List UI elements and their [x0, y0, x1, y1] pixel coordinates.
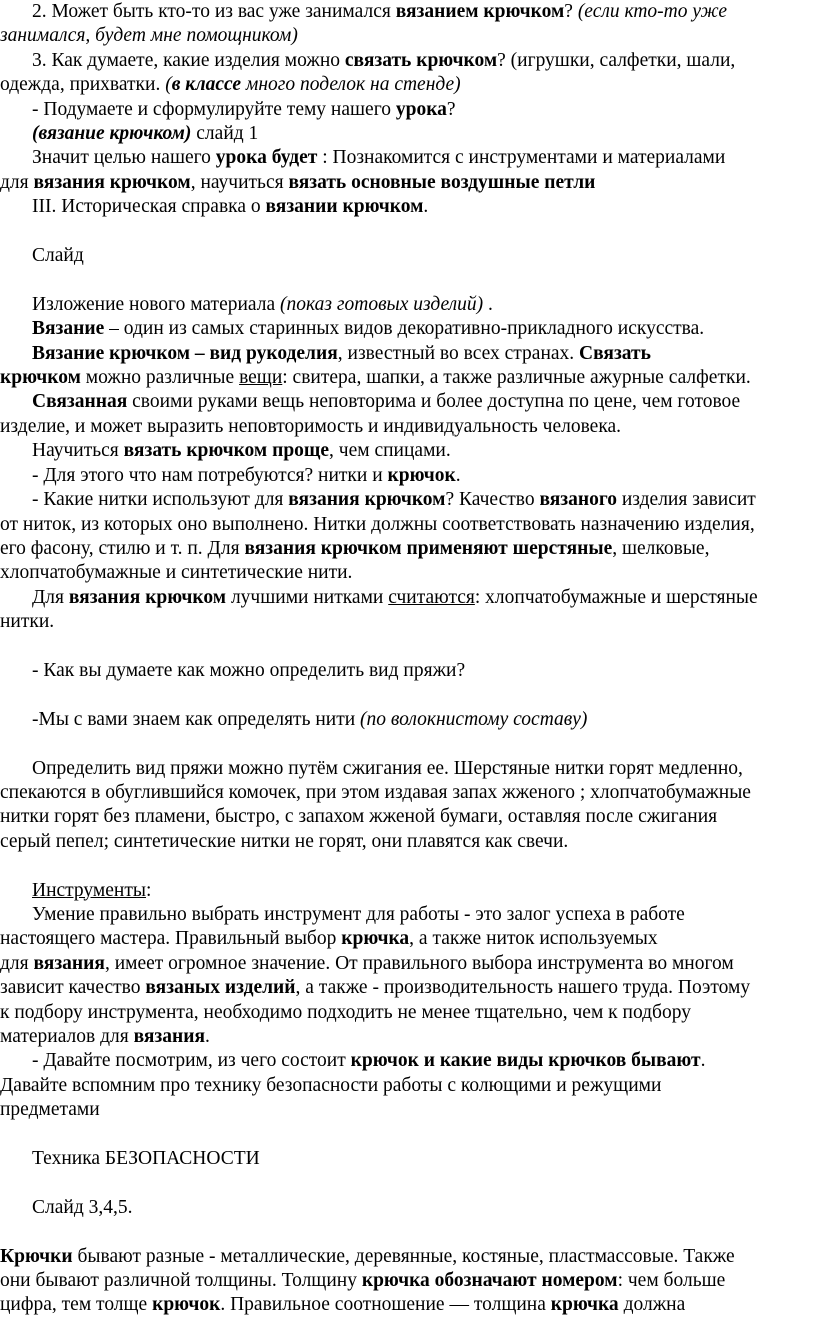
text-run: своими руками вещь неповторима и более доступна по цене, чем готовое [127, 391, 741, 413]
text-line [0, 366, 814, 390]
text-line [0, 1025, 814, 1049]
bold-text: вязания [133, 1025, 206, 1047]
italic-text: (по волокнистому составу) [360, 708, 588, 730]
text-run: должна [618, 1294, 686, 1316]
blank-line [0, 683, 814, 707]
text-run: 2. Может быть кто-то из вас уже занимался [32, 1, 396, 22]
text-line [0, 903, 814, 927]
text-run: зависит качество [0, 977, 146, 999]
text-run: одежда, прихватки. [0, 74, 166, 96]
text-run: Давайте вспомним про технику безопасности работы с колющими и режущими [0, 1074, 662, 1096]
text-line [0, 513, 814, 537]
text-run: . [700, 1050, 706, 1072]
text-run: для [0, 171, 34, 193]
text-line [0, 561, 814, 585]
bold-text: вязать крючком проще [123, 440, 330, 462]
blank-line [0, 1123, 814, 1147]
bold-text: крючка [341, 928, 410, 950]
text-line [0, 659, 814, 683]
bold-text: Связать [579, 342, 651, 364]
blank-line [0, 1171, 814, 1195]
text-line [0, 1001, 814, 1025]
bold-text: вязания крючком применяют шерстяные [244, 537, 613, 559]
text-line [0, 439, 814, 463]
text-line [0, 1098, 814, 1122]
text-line [0, 317, 814, 341]
bold-text: Связанная [32, 391, 128, 413]
bold-text: крючка [550, 1294, 619, 1316]
text-run: Определить вид пряжи можно путём сжигания ее. Шерстяные нитки горят медленно, [32, 757, 743, 779]
text-run: серый пепел; синтетические нитки не горят, они плавятся как свечи. [0, 830, 569, 852]
text-run: - Для этого что нам потребуются? нитки и [32, 464, 388, 486]
blank-line [0, 854, 814, 878]
text-run: , а также - производительность нашего труда. Поэтому [295, 977, 751, 999]
text-line [0, 976, 814, 1000]
text-run: Умение правильно выбрать инструмент для работы - это залог успеха в работе [32, 903, 685, 925]
text-line [0, 49, 814, 73]
text-line [0, 122, 814, 146]
text-line [0, 171, 814, 195]
italic-text: (если кто-то уже [577, 1, 728, 22]
underlined-text: вещи [239, 367, 283, 389]
text-line [0, 464, 814, 488]
text-run: его фасону, стилю и т. п. Для [0, 537, 245, 559]
text-run: нитки. [0, 611, 55, 633]
text-line [0, 1074, 814, 1098]
text-run: : хлопчатобумажные и шерстяные [474, 586, 758, 608]
text-run: Техника БЕЗОПАСНОСТИ [32, 1147, 260, 1169]
text-run: -Мы с вами знаем как определять нити [32, 708, 361, 730]
text-line [0, 244, 814, 268]
text-run: : Познакомится с инструментами и материалами [317, 147, 726, 169]
text-run: - Подумаете и сформулируйте тему нашего [32, 98, 396, 120]
bold-text: вязания крючком [288, 489, 446, 511]
bold-italic-text: в классе [171, 74, 242, 96]
text-line [0, 488, 814, 512]
text-run: Научиться [32, 440, 124, 462]
bold-text: урока [395, 98, 447, 120]
text-line [0, 0, 814, 24]
bold-text: вязаных изделий [145, 977, 296, 999]
blank-line [0, 732, 814, 756]
text-run: ? Качество [445, 489, 540, 511]
bold-text: урока будет [215, 147, 318, 169]
bold-text: вязания [33, 952, 105, 974]
text-run: Для [32, 586, 69, 608]
text-run: , шелковые, [612, 537, 710, 559]
text-line [0, 1269, 814, 1293]
bold-text: Вязание [32, 318, 105, 340]
text-line [0, 1147, 814, 1171]
text-run: , чем спицами. [329, 440, 451, 462]
text-line [0, 952, 814, 976]
text-line [0, 708, 814, 732]
text-run: к подбору инструмента, необходимо подходить не менее тщательно, чем к подбору [0, 1001, 691, 1023]
text-run: : [145, 879, 152, 901]
text-run: - Какие нитки используют для [32, 489, 289, 511]
blank-line [0, 1220, 814, 1244]
text-run: - Как вы думаете как можно определить вид пряжи? [32, 659, 466, 681]
text-line [0, 879, 814, 903]
text-line [0, 610, 814, 634]
text-line [0, 781, 814, 805]
blank-line [0, 635, 814, 659]
bold-text: крючок [152, 1294, 221, 1316]
text-run: для [0, 952, 34, 974]
bold-text: крючок и какие виды крючков бывают [350, 1050, 701, 1072]
text-run: , научиться [190, 171, 289, 193]
text-run: нитки горят без пламени, быстро, с запахом жженой бумаги, оставляя после сжигания [0, 806, 718, 828]
text-run: изделие, и может выразить неповторимость и индивидуальность человека. [0, 415, 622, 437]
text-line [0, 1049, 814, 1073]
text-line [0, 830, 814, 854]
text-line [0, 98, 814, 122]
text-run: - Давайте посмотрим, из чего состоит [32, 1050, 351, 1072]
text-run: спекаются в обуглившийся комочек, при этом издавая запах жженого ; хлопчатобумажные [0, 781, 751, 803]
bold-text: Крючки [0, 1245, 73, 1267]
bold-text: вязании крючком [265, 196, 424, 218]
text-line [0, 342, 814, 366]
text-run: бывают разные - металлические, деревянные, костяные, пластмассовые. Также [72, 1245, 735, 1267]
text-line [0, 415, 814, 439]
text-run: от ниток, из которых оно выполнено. Нитки должны соответствовать назначению изделия, [0, 513, 755, 535]
italic-text: много поделок на стенде) [241, 74, 461, 96]
bold-text: связать крючком [344, 49, 498, 71]
text-line [0, 537, 814, 561]
text-run: Изложение нового материала [32, 293, 281, 315]
text-run: можно различные [80, 367, 240, 389]
text-run: хлопчатобумажные и синтетические нити. [0, 562, 353, 584]
text-run: ? [446, 98, 456, 120]
text-line [0, 24, 814, 48]
bold-text: вязанием крючком [395, 1, 565, 22]
text-run: : свитера, шапки, а также различные ажурные салфетки. [282, 367, 751, 389]
bold-text: крючком [0, 367, 81, 389]
bold-text: вязания крючком [68, 586, 227, 608]
blank-line [0, 268, 814, 292]
text-run: . [455, 464, 461, 486]
text-run: . [423, 196, 429, 218]
text-run: ? (игрушки, салфетки, шали, [497, 49, 736, 71]
italic-text: ( [165, 74, 172, 96]
italic-text: (показ готовых изделий) [280, 293, 484, 315]
text-run: : чем больше [617, 1269, 726, 1291]
underlined-text: Инструменты [32, 879, 146, 901]
text-run: – один из самых старинных видов декоративно-прикладного искусства. [104, 318, 705, 340]
text-line [0, 73, 814, 97]
text-line [0, 293, 814, 317]
text-run: , имеет огромное значение. От правильного выбора инструмента во многом [104, 952, 734, 974]
text-run: , а также ниток используемых [409, 928, 658, 950]
text-run: Значит целью нашего [32, 147, 216, 169]
text-run: III. Историческая справка о [32, 196, 266, 218]
underlined-text: считаются [388, 586, 475, 608]
text-run: изделия зависит [616, 489, 756, 511]
bold-text: вязать основные воздушные петли [288, 171, 596, 193]
bold-italic-text: (вязание крючком) [32, 123, 192, 145]
bold-text: крючок [387, 464, 456, 486]
text-run: , известный во всех странах. [337, 342, 580, 364]
text-run: Слайд [32, 245, 84, 267]
text-run: 3. Как думаете, какие изделия можно [32, 49, 345, 71]
text-run: цифра, тем толще [0, 1294, 153, 1316]
text-line [0, 146, 814, 170]
bold-text: вязания крючком [33, 171, 191, 193]
text-run: они бывают различной толщины. Толщину [0, 1269, 362, 1291]
italic-text: занимался, будет мне помощником) [0, 25, 298, 47]
bold-text: крючка обозначают номером [361, 1269, 618, 1291]
text-run: . [483, 293, 493, 315]
text-line [0, 805, 814, 829]
text-line [0, 927, 814, 951]
text-line [0, 1196, 814, 1220]
text-line [0, 757, 814, 781]
bold-text: вязаного [539, 489, 617, 511]
text-line [0, 195, 814, 219]
text-run: . [205, 1025, 210, 1047]
text-run: предметами [0, 1099, 100, 1121]
text-line [0, 586, 814, 610]
text-run: материалов для [0, 1025, 134, 1047]
text-line [0, 1245, 814, 1269]
text-line [0, 1293, 814, 1317]
text-run: слайд 1 [191, 123, 259, 145]
blank-line [0, 220, 814, 244]
text-run: Слайд 3,4,5. [32, 1196, 133, 1218]
text-line [0, 390, 814, 414]
bold-text: Вязание крючком – вид рукоделия [32, 342, 338, 364]
text-run: лучшими нитками [226, 586, 389, 608]
text-run: . Правильное соотношение — толщина [220, 1294, 551, 1316]
text-run: настоящего мастера. Правильный выбор [0, 928, 342, 950]
text-run: ? [564, 1, 578, 22]
